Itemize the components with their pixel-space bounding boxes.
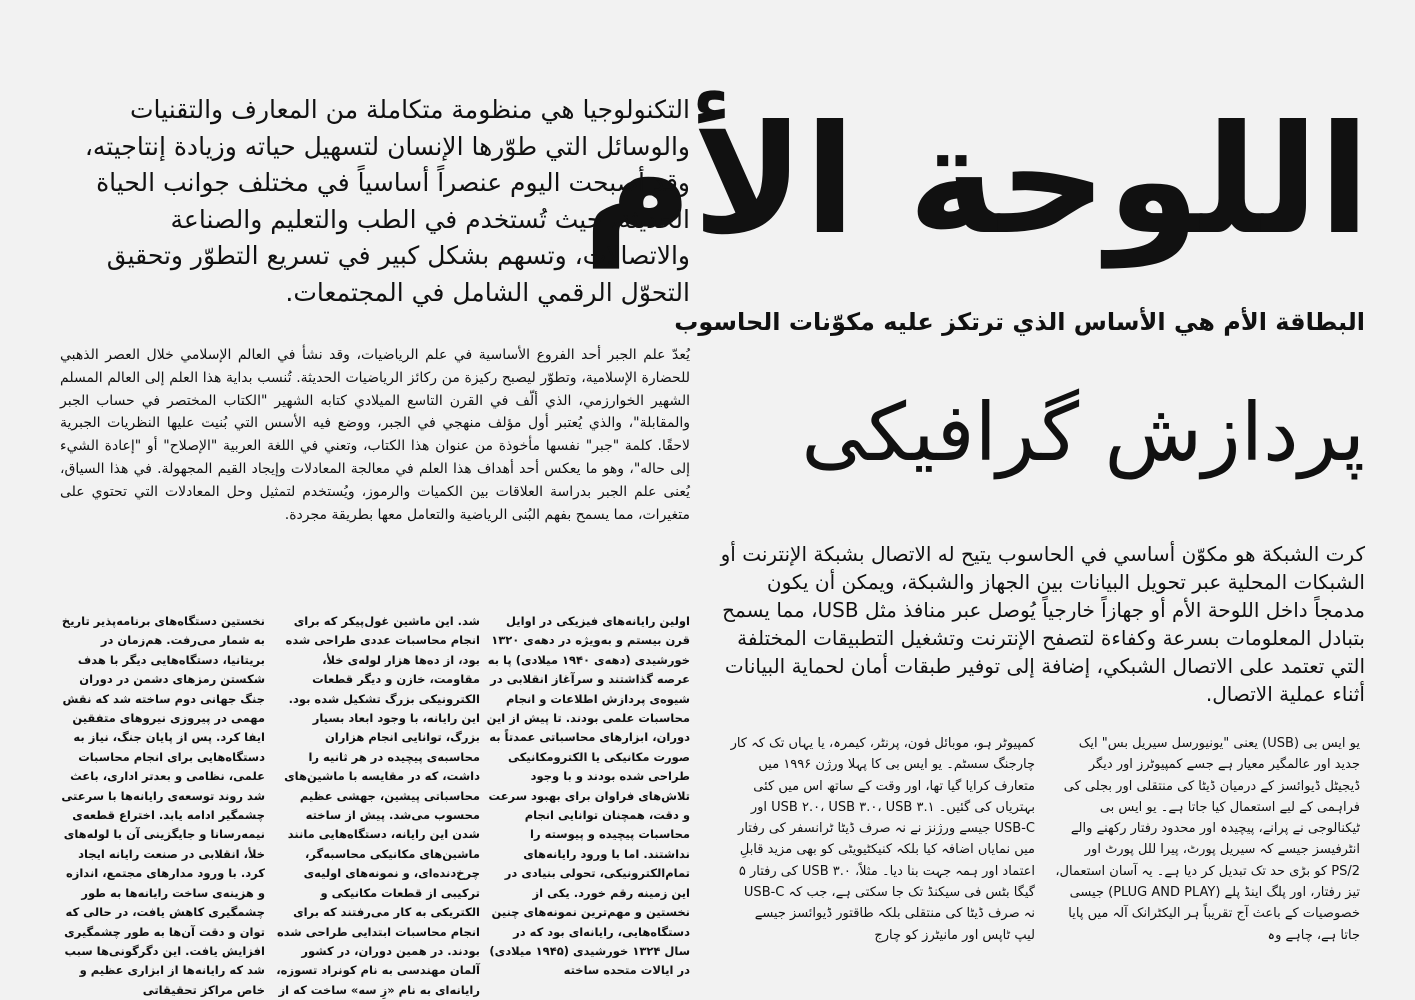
algebra-paragraph: يُعدّ علم الجبر أحد الفروع الأساسية في علم الرياضيات، وقد نشأ في العالم الإسلامي خلال العصر الذهبي للحضارة الإسلامية، وتطوّر ليصبح ركيزة من ركائز الرياضيات الحديثة. تُنسب بداية هذا العلم إلى العالم المسلم الشهير الخوارزمي، الذي ألّف في القرن التاسع الميلادي كتابه الشهير "الكتاب المختصر في حساب الجبر والمقابلة"، والذي يُعتبر أول مؤلف منهجي في الجبر، ووضع فيه الأسس التي بُنيت عليها النظريات الجبرية لاحقًا. كلمة "جبر" نفسها مأخوذة من عنوان هذا الكتاب، وتعني في اللغة العربية "الإصلاح" أو "إعادة الشيء إلى حاله"، وهو ما يعكس أحد أهداف هذا العلم في معالجة المعادلات وإيجاد القيم المجهولة. في هذا السياق، يُعنى علم الجبر بدراسة العلاقات بين الكميات والرموز، ويُستخدم لتمثيل وحل المعادلات التي تحتوي على متغيرات، مما يسمح بفهم البُنى الرياضية والتعامل معها بطريقة مجردة. <box>60 347 690 523</box>
network-card-paragraph: كرت الشبكة هو مكوّن أساسي في الحاسوب يتيح له الاتصال بشبكة الإنترنت أو الشبكات المحلية عبر تحويل البيانات بين الجهاز والشبكة، ويمكن أن يكون مدمجاً داخل اللوحة الأم أو جهازاً خارجياً يُوصل عبر منافذ مثل USB، مما يسمح بتبادل المعلومات بسرعة وكفاءة لتصفح الإنترنت وتشغيل التطبيقات المختلفة التي تعتمد على الاتصال الشبكي، إضافة إلى توفير طبقات أمان لحماية البيانات أثناء عملية الاتصال. <box>720 542 1365 706</box>
urdu-column-left: کمپیوٹر ہو، موبائل فون، پرنٹر، کیمرہ، یا یہاں تک کہ کار چارجنگ سسٹم۔ یو ایس بی کا پہلا ورژن ۱۹۹۶ میں متعارف کرایا گیا تھا، اور وقت کے ساتھ اس میں کئی بہتریاں کی گئیں۔ USB ۲.۰، USB ۳.۰، USB ۳.۱ اور USB-C جیسے ورژنز نے نہ صرف ڈیٹا ٹرانسفر کی رفتار میں نمایاں اضافہ کیا بلکہ کنیکٹیویٹی کو بھی مزید قابلِ اعتماد اور ہمہ جہت بنا دیا۔ مثلاً، USB ۳.۰ کی رفتار ۵ گیگا بٹس فی سیکنڈ تک جا سکتی ہے، جب کہ USB-C نہ صرف ڈیٹا کی منتقلی بلکہ طاقتور ڈیوائسز جیسے لیپ ٹاپس اور مانیٹرز کو چارج <box>730 736 1035 943</box>
persian-title: پردازش گرافیکی <box>801 386 1365 479</box>
urdu-column-right: یو ایس بی (USB) یعنی "یونیورسل سیریل بس" ایک جدید اور عالمگیر معیار ہے جسے کمپیوٹرز اور دیگر ڈیجیٹل ڈیوائسز کے درمیان ڈیٹا کی منتقلی اور بجلی کی فراہمی کے لیے استعمال کیا جاتا ہے۔ یو ایس بی ٹیکنالوجی نے پرانے، پیچیدہ اور محدود رفتار رکھنے والے انٹرفیسز جیسے کہ سیریل پورٹ، پیرا للل پورٹ اور PS/2 کو بڑی حد تک تبدیل کر دیا ہے۔ یہ آسان استعمال، تیز رفتار، اور پلگ اینڈ پلے (PLUG AND PLAY) جیسی خصوصیات کے باعث آج تقریباً ہر الیکٹرانک آلہ میں پایا جاتا ہے، چاہے وہ <box>1055 736 1360 943</box>
main-title: اللوحة الأم <box>582 94 1370 268</box>
technology-paragraph: التكنولوجيا هي منظومة متكاملة من المعارف والتقنيات والوسائل التي طوّرها الإنسان لتسهيل حياته وزيادة إنتاجيته، وقد أصبحت اليوم عنصراً أساسياً في مختلف جوانب الحياة الحديثة، حيث تُستخدم في الطب والتعليم والصناعة والاتصالات، وتسهم بشكل كبير في تسريع التطوّر وتحقيق التحوّل الرقمي الشامل في المجتمعات. <box>84 95 690 307</box>
subtitle: البطاقة الأم هي الأساس الذي ترتكز عليه مكوّنات الحاسوب <box>674 308 1365 336</box>
persian-column-middle: شد. این ماشین غول‌پیکر که برای انجام محاسبات عددی طراحی شده بود، از ده‌ها هزار لوله‌ی خلأ، مقاومت، خازن و دیگر قطعات الکترونیکی بزرگ تشکیل شده بود. این رایانه، با وجود ابعاد بسیار بزرگ، توانایی انجام هزاران محاسبه‌ی پیچیده در هر ثانیه را داشت، که در مقایسه با ماشین‌های محاسباتی پیشین، جهشی عظیم محسوب می‌شد. پیش از ساخته شدن این رایانه، دستگاه‌هایی مانند ماشین‌های مکانیکی محاسبه‌گر، چرخ‌دنده‌ای، و نمونه‌های اولیه‌ی ترکیبی از قطعات مکانیکی و الکتریکی به کار می‌رفتند که برای انجام محاسبات ابتدایی طراحی شده بودند. در همین دوران، در کشور آلمان مهندسی به نام کونراد تسوزه، رایانه‌ای به نام «زِ سه» ساخت که از <box>276 614 480 997</box>
persian-column-left: نخستین دستگاه‌های برنامه‌پذیر تاریخ به شمار می‌رفت. هم‌زمان در بریتانیا، دستگاه‌هایی دیگر با هدف شکستن رمزهای دشمن در دوران جنگ جهانی دوم ساخته شد که نقش مهمی در پیروزی نیروهای متفقین ایفا کرد. پس از پایان جنگ، نیاز به دستگاه‌هایی برای انجام محاسبات علمی، نظامی و بعدتر اداری، باعث شد روند توسعه‌ی رایانه‌ها با سرعتی چشمگیر ادامه یابد. اختراع قطعه‌ی نیمه‌رسانا و جایگزینی آن با لوله‌های خلأ، انقلابی در صنعت رایانه ایجاد کرد. با ورود مدارهای مجتمع، اندازه و هزینه‌ی ساخت رایانه‌ها به طور چشمگیری کاهش یافت، در حالی که توان و دقت آن‌ها به طور چشمگیری افزایش یافت. این دگرگونی‌ها سبب شد که رایانه‌ها از ابزاری عظیم و خاص مراکز تحقیقاتی <box>61 614 265 997</box>
persian-column-right: اولین رایانه‌های فیزیکی در اوایل قرن بیستم و به‌ویژه در دهه‌ی ۱۳۲۰ خورشیدی (دهه‌ی ۱۹۴۰ میلادی) پا به عرصه گذاشتند و سرآغاز انقلابی در شیوه‌ی پردازش اطلاعات و انجام محاسبات علمی بودند. تا پیش از این دوران، ابزارهای محاسباتی عمدتاً به صورت مکانیکی یا الکترومکانیکی طراحی شده بودند و با وجود تلاش‌های فراوان برای بهبود سرعت و دقت، همچنان توانایی انجام محاسبات پیچیده و پیوسته را نداشتند. اما با ورود رایانه‌های تمام‌الکترونیکی، تحولی بنیادی در این زمینه رقم خورد. یکی از نخستین و مهم‌ترین نمونه‌های چنین دستگاه‌هایی، رایانه‌ای بود که در سال ۱۳۲۴ خورشیدی (۱۹۴۵ میلادی) در ایالات متحده ساخته <box>486 614 690 978</box>
